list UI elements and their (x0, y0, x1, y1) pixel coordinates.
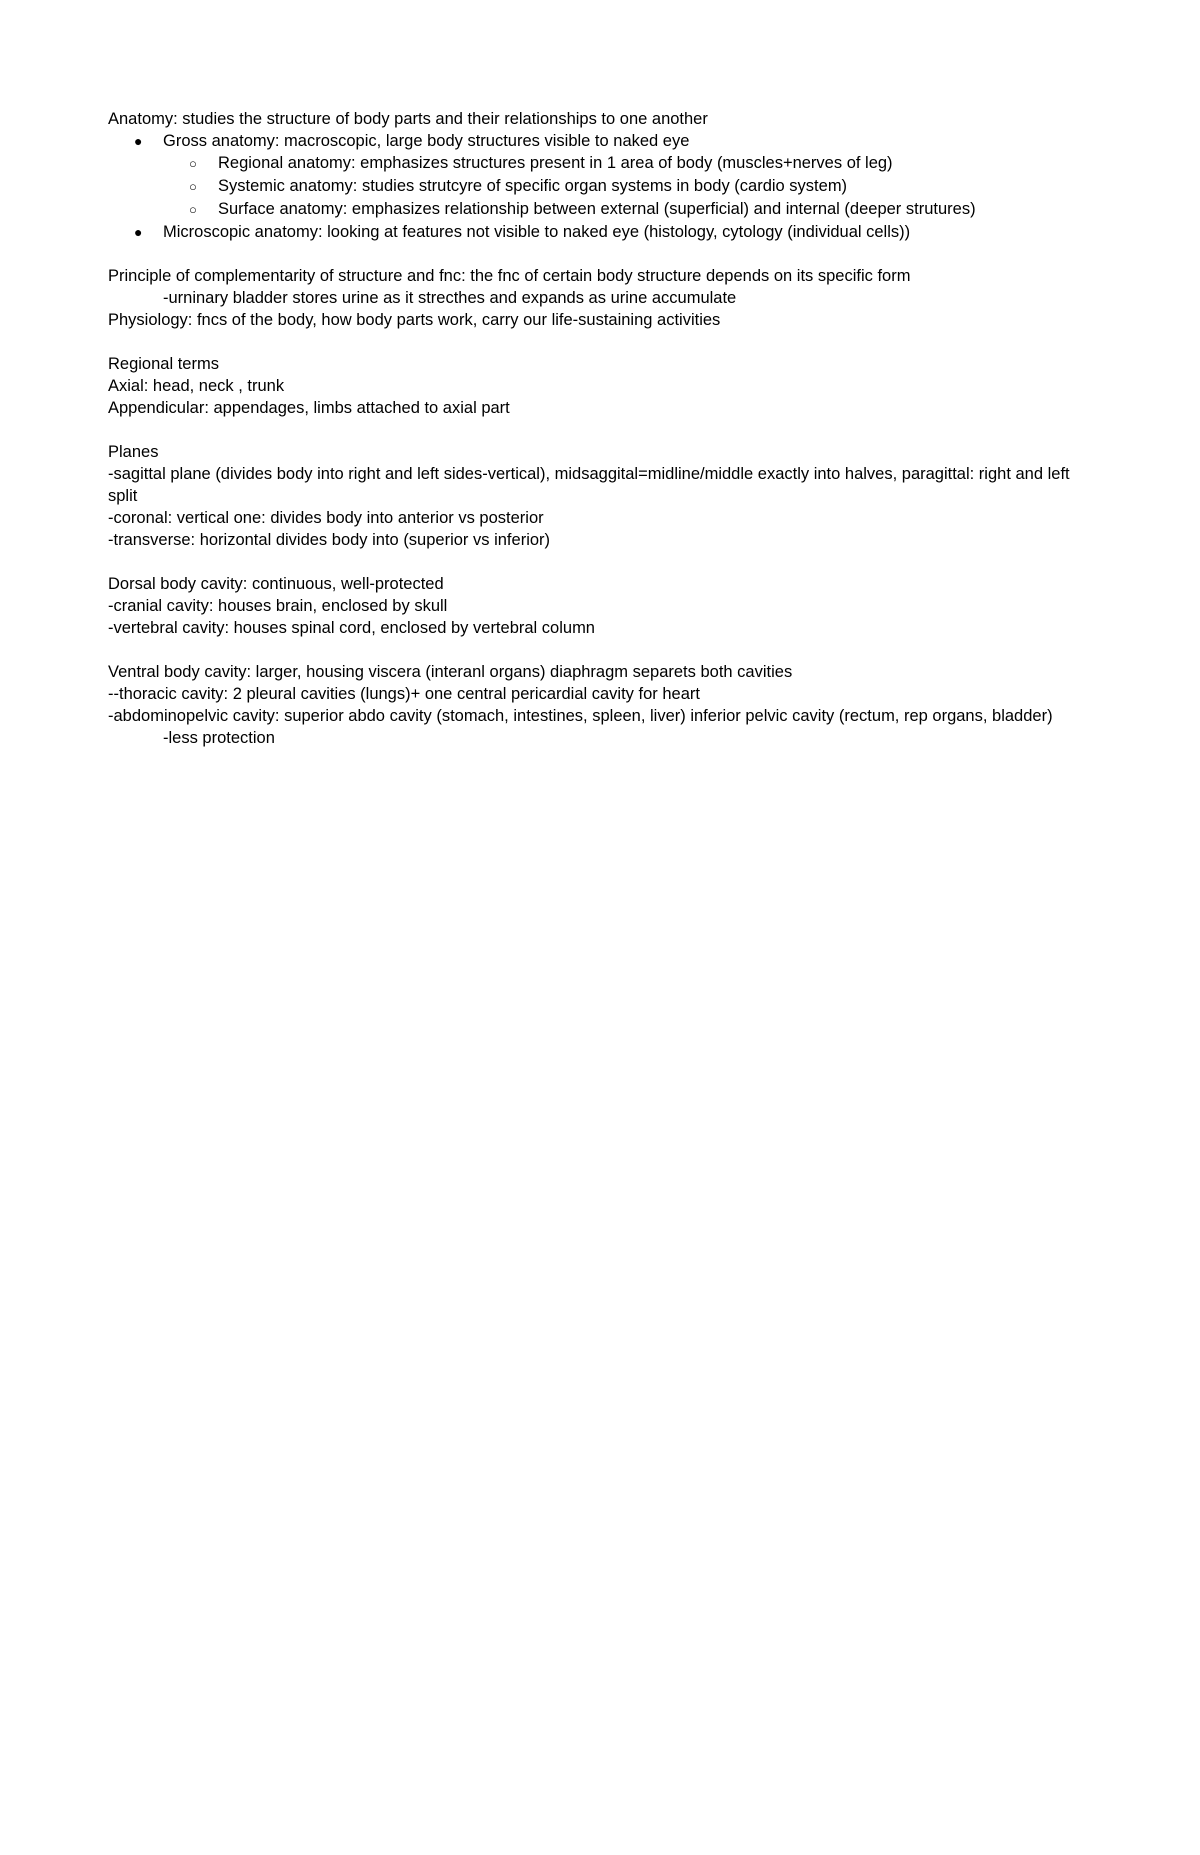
anatomy-definition: Anatomy: studies the structure of body parts and their relationships to one another (108, 110, 708, 128)
planes-heading: Planes (108, 443, 159, 461)
blank-line (108, 419, 1088, 441)
list-item-microscopic-anatomy (108, 221, 1088, 243)
abdominopelvic-cavity-text: -abdominopelvic cavity: superior abdo cavity (stomach, intestines, spleen, liver) inferior pelvic cavity (rectum, rep organs, bladder) (108, 707, 1053, 725)
regional-anatomy-text: Regional anatomy: emphasizes structures present in 1 area of body (muscles+nerves of leg) (218, 154, 893, 172)
bladder-example: -urninary bladder stores urine as it strecthes and expands as urine accumulate (163, 289, 737, 307)
sagittal-plane-text: -sagittal plane (divides body into right and left sides-vertical), midsaggital=midline/middle exactly into halves, paragittal: right and left split (108, 465, 1070, 505)
ventral-cavity-text: Ventral body cavity: larger, housing viscera (interanl organs) diaphragm separets both cavities (108, 663, 793, 681)
dorsal-cavity-text: Dorsal body cavity: continuous, well-protected (108, 575, 444, 593)
list-item-regional-anatomy (108, 152, 1088, 175)
list-item-gross-anatomy (108, 130, 1088, 152)
axial-definition: Axial: head, neck , trunk (108, 377, 285, 395)
appendicular-definition: Appendicular: appendages, limbs attached to axial part (108, 399, 510, 417)
thoracic-cavity-text: --thoracic cavity: 2 pleural cavities (lungs)+ one central pericardial cavity for heart (108, 685, 700, 703)
sub-bullet-marker: ○ (189, 202, 197, 217)
coronal-plane-text: -coronal: vertical one: divides body into anterior vs posterior (108, 509, 544, 527)
vertebral-cavity-text: -vertebral cavity: houses spinal cord, enclosed by vertebral column (108, 619, 595, 637)
principle-text: Principle of complementarity of structure and fnc: the fnc of certain body structure depends on its specific form (108, 267, 911, 285)
sub-bullet-marker: ○ (189, 179, 197, 194)
bullet-marker: ● (134, 224, 143, 240)
cranial-cavity-text: -cranial cavity: houses brain, enclosed by skull (108, 597, 448, 615)
microscopic-anatomy-text: Microscopic anatomy: looking at features not visible to naked eye (histology, cytology (individual cells)) (163, 223, 911, 241)
blank-line (108, 639, 1088, 661)
regional-terms-heading: Regional terms (108, 355, 219, 373)
blank-line (108, 243, 1088, 265)
blank-line (108, 331, 1088, 353)
blank-line (108, 551, 1088, 573)
sub-bullet-marker: ○ (189, 156, 197, 171)
bullet-marker: ● (134, 133, 143, 149)
list-item-surface-anatomy (108, 198, 1088, 221)
surface-anatomy-text: Surface anatomy: emphasizes relationship between external (superficial) and internal (deeper strutures) (218, 200, 976, 218)
physiology-definition: Physiology: fncs of the body, how body parts work, carry our life-sustaining activities (108, 311, 721, 329)
systemic-anatomy-text: Systemic anatomy: studies strutcyre of specific organ systems in body (cardio system) (218, 177, 848, 195)
gross-anatomy-text: Gross anatomy: macroscopic, large body structures visible to naked eye (163, 132, 690, 150)
list-item-systemic-anatomy (108, 175, 1088, 198)
document-page (108, 108, 1088, 749)
less-protection-note: -less protection (163, 729, 275, 747)
transverse-plane-text: -transverse: horizontal divides body into (superior vs inferior) (108, 531, 551, 549)
